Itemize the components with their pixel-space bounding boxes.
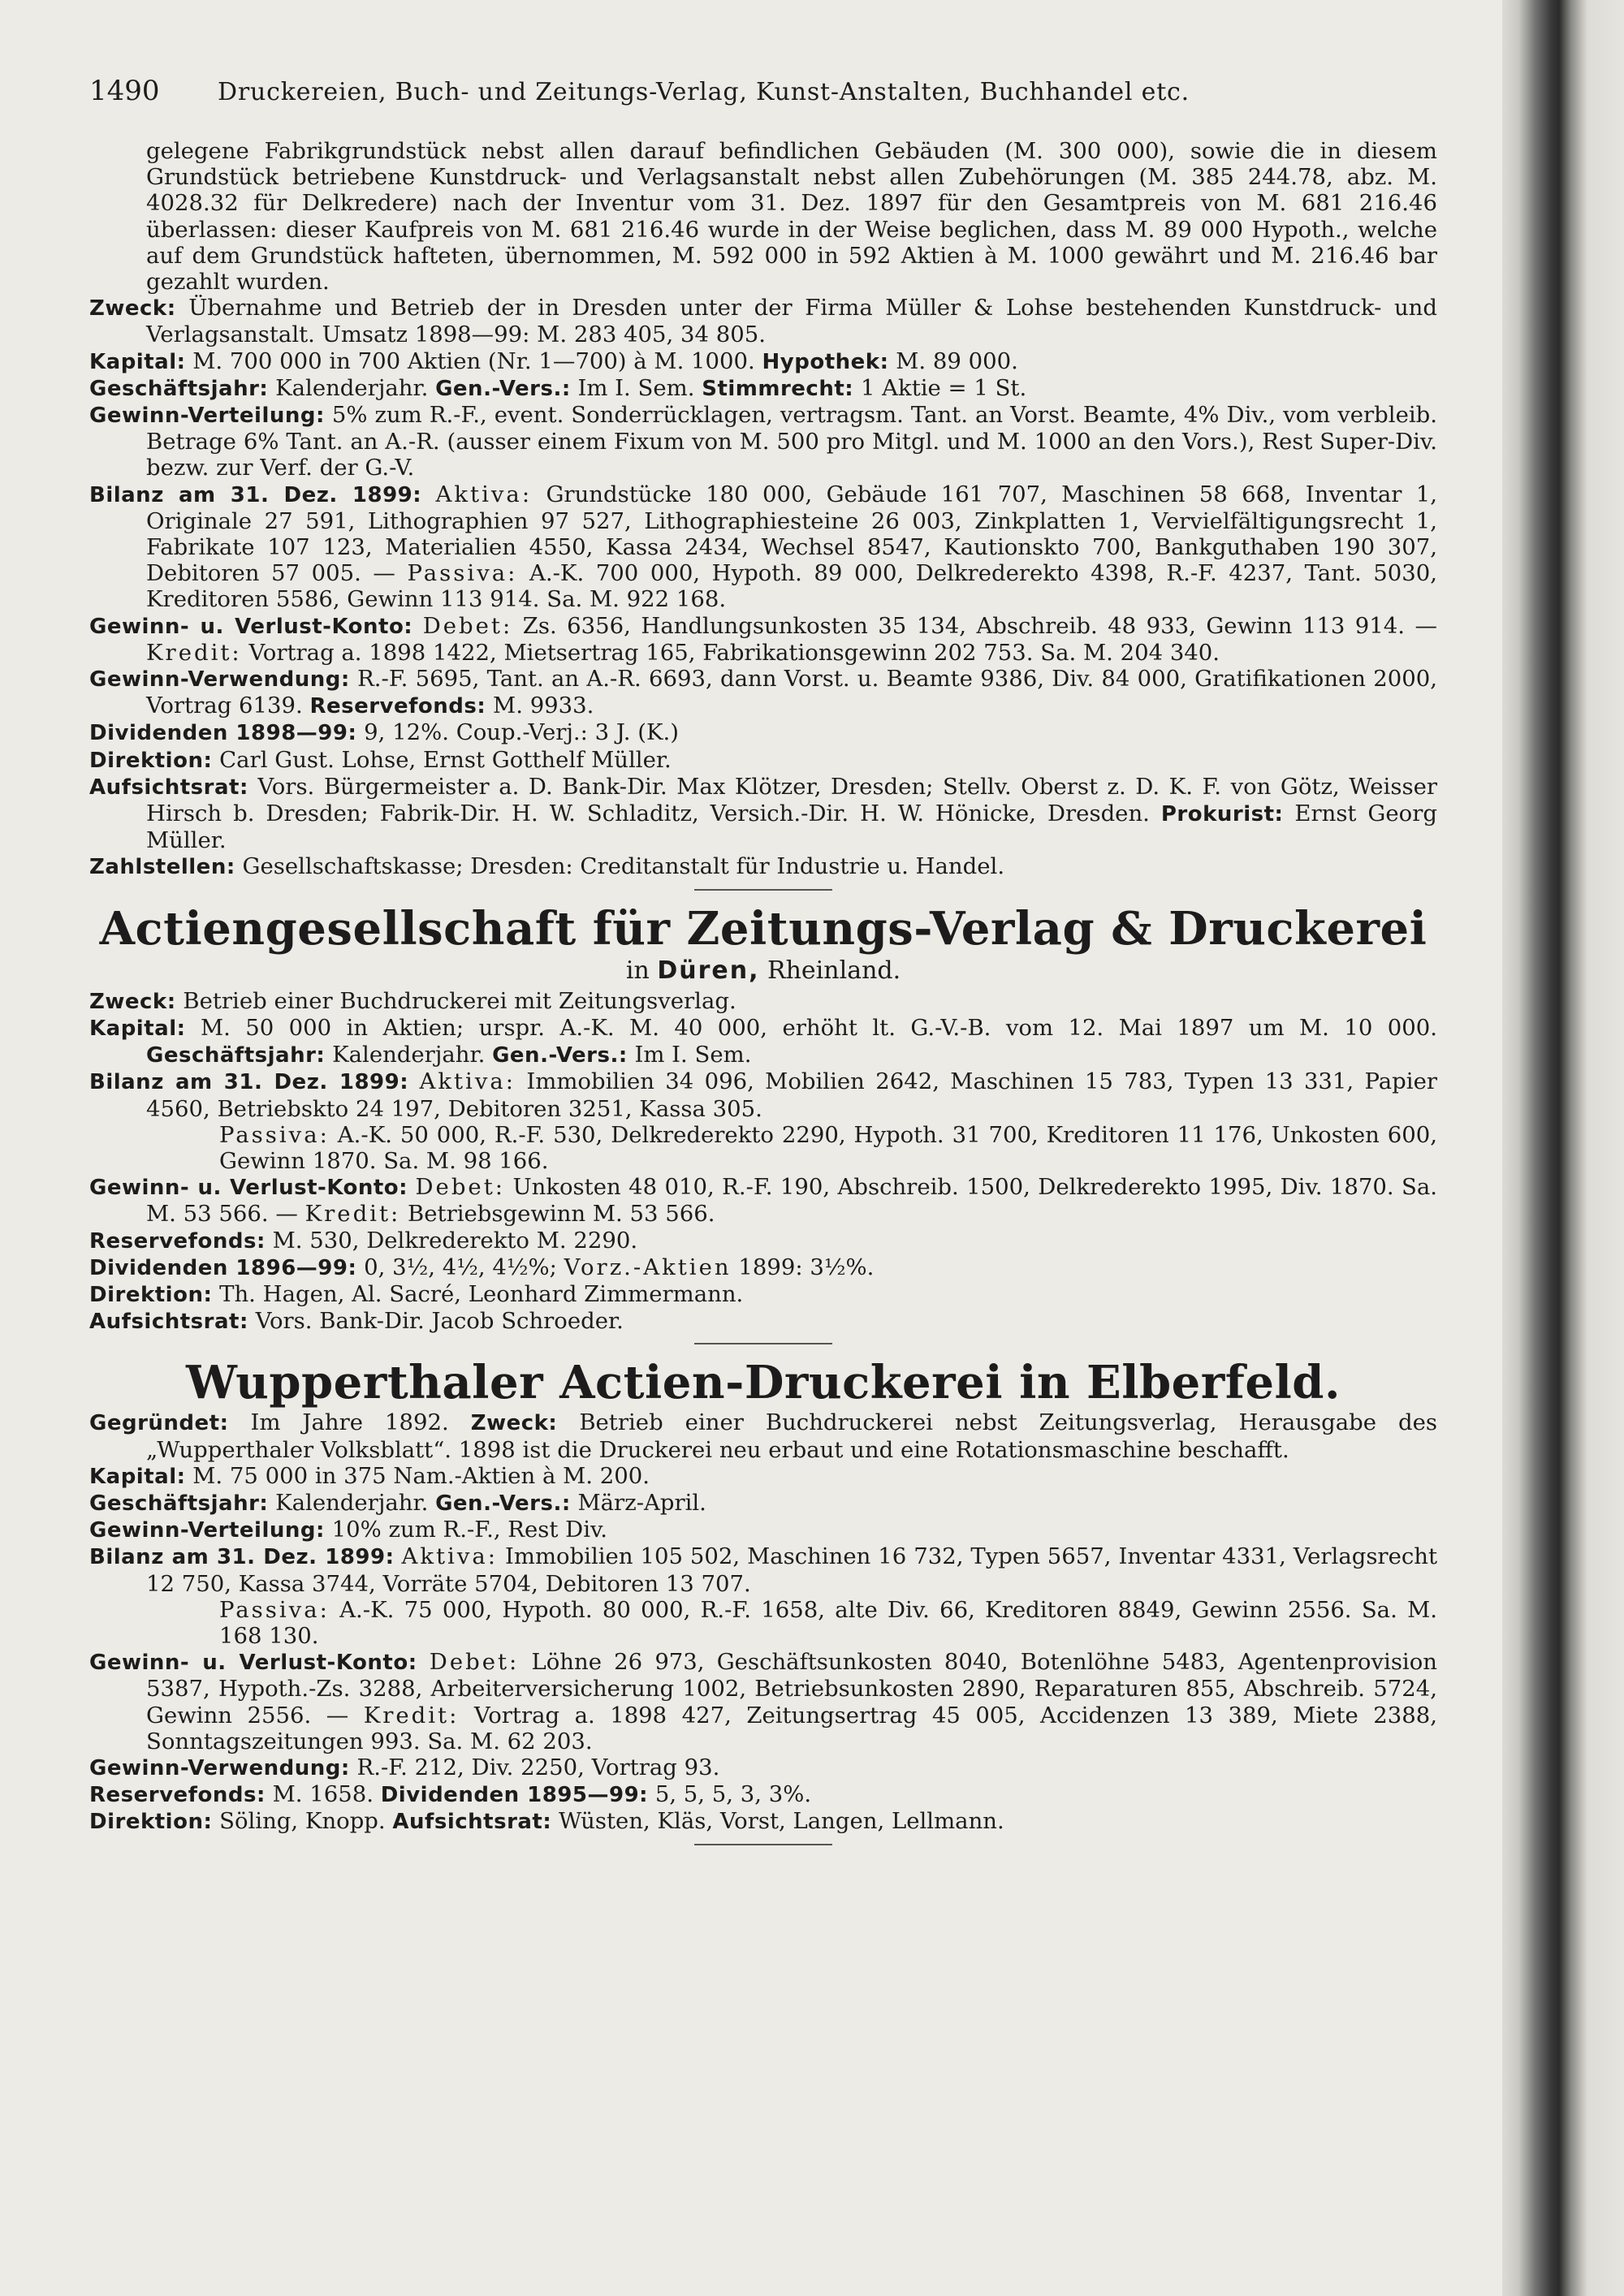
label-gewinn-verteilung: Gewinn-Verteilung: — [89, 404, 325, 429]
label-aufsichtsrat: Aufsichtsrat: — [392, 1810, 552, 1835]
entry-geschaeftsjahr — [89, 375, 1437, 402]
entry-gewinn-verteilung — [89, 402, 1437, 481]
label-aktiva: Aktiva: — [419, 1068, 516, 1095]
value-dividenden: 0, 3½, 4½, 4½%; — [364, 1254, 557, 1280]
value-debet: Unkosten 48 010, R.-F. 190, Abschreib. 1500, Delkrederekto 1995, Div. 1870. Sa. M. 53 566. — — [146, 1174, 1437, 1228]
value-aufsichtsrat: Wüsten, Kläs, Vorst, Langen, Lellmann. — [559, 1808, 1004, 1835]
section-divider — [694, 1844, 832, 1845]
intro-paragraph: gelegene Fabrikgrundstück nebst allen darauf befindlichen Gebäuden (M. 300 000), sowie die in diesem Grundstück betriebene Kunstdruck- und Verlagsanstalt nebst allen Zubehörungen (M. 385 244.78, abz. M. 4028.32 für Delkredere) nach der Inventur vom 31. Dez. 1897 für den Gesamtpreis von M. 681 216.46 überlassen: dieser Kaufpreis von M. 681 216.46 wurde in der Weise beglichen, dass M. 89 000 Hypoth., welche auf dem Grundstück hafteten, übernommen, M. 592 000 in 592 Aktien à M. 1000 gewährt und M. 216.46 bar gezahlt wurden. — [146, 138, 1437, 296]
value-kapital: M. 50 000 in Aktien; urspr. A.-K. M. 40 000, erhöht lt. G.-V.-B. vom 12. Mai 1897 um M. 10 000. — [200, 1014, 1437, 1041]
label-debet: Debet: — [429, 1649, 520, 1676]
value-dividenden: 5, 5, 5, 3, 3%. — [654, 1781, 812, 1808]
value-kredit: Vortrag a. 1898 1422, Mietsertrag 165, Fabrikationsgewinn 202 753. Sa. M. 204 340. — [248, 639, 1220, 666]
label-prokurist: Prokurist: — [1160, 802, 1284, 827]
label-gewinn-verwendung: Gewinn-Verwendung: — [89, 667, 350, 693]
label-gewinn-verwendung: Gewinn-Verwendung: — [89, 1755, 350, 1780]
entry-gewinn-verwendung — [89, 1754, 1437, 1781]
value-direktion: Th. Hagen, Al. Sacré, Leonhard Zimmermann. — [219, 1280, 744, 1307]
label-guv: Gewinn- u. Verlust-Konto: — [89, 1176, 408, 1201]
value-kredit: Vortrag a. 1898 427, Zeitungsertrag 45 005, Accidenzen 13 389, Miete 2388, Sonntagszeitungen 993. Sa. M. 62 203. — [146, 1702, 1437, 1754]
value-geschaeftsjahr: Kalenderjahr. — [275, 1489, 429, 1516]
entry-bilanz — [89, 481, 1437, 613]
label-dividenden: Dividenden 1898—99: — [89, 721, 357, 746]
label-kapital: Kapital: — [89, 1464, 186, 1489]
label-dividenden: Dividenden 1896—99: — [89, 1255, 357, 1280]
label-zweck: Zweck: — [470, 1411, 558, 1436]
label-geschaeftsjahr: Geschäftsjahr: — [146, 1043, 326, 1068]
value-zweck: Übernahme und Betrieb der in Dresden unter der Firma Müller & Lohse bestehenden Kunstdruck- und Verlagsanstalt. Umsatz 1898—99: M. 283 405, 34 805. — [146, 295, 1437, 348]
value-aktiva: Immobilien 105 502, Maschinen 16 732, Typen 5657, Inventar 4331, Verlagsrecht 12 750, Kassa 3744, Vorräte 5704, Debitoren 13 707. — [146, 1543, 1438, 1597]
entry-guv — [89, 613, 1437, 666]
section-divider — [694, 1343, 832, 1344]
value-reservefonds: M. 530, Delkrederekto M. 2290. — [272, 1227, 638, 1254]
value-hypothek: M. 89 000. — [896, 347, 1018, 374]
label-geschaeftsjahr: Geschäftsjahr: — [89, 376, 269, 401]
entry-zahlstellen — [89, 853, 1437, 880]
label-zahlstellen: Zahlstellen: — [89, 855, 235, 880]
entry-dividenden — [89, 719, 1437, 746]
label-hypothek: Hypothek: — [762, 349, 889, 374]
label-reservefonds: Reservefonds: — [309, 694, 486, 719]
label-aktiva: Aktiva: — [435, 481, 533, 507]
value-passiva: A.-K. 50 000, R.-F. 530, Delkrederekto 2290, Hypoth. 31 700, Kreditoren 11 176, Unkosten 600, Gewinn 1870. Sa. M. 98 166. — [219, 1121, 1437, 1174]
value-gen-vers: Im I. Sem. — [634, 1042, 752, 1068]
label-bilanz: Bilanz am 31. Dez. 1899: — [89, 1545, 395, 1570]
entry-kapital — [89, 1015, 1437, 1068]
value-gewinn-verwendung: R.-F. 5695, Tant. an A.-R. 6693, dann Vorst. u. Beamte 9386, Div. 84 000, Gratifikationen 2000, Vortrag 6139. — [146, 666, 1437, 719]
label-passiva: Passiva: — [219, 1596, 330, 1623]
value-kredit: Betriebsgewinn M. 53 566. — [408, 1201, 715, 1228]
entry-kapital — [89, 1463, 1437, 1490]
entry-gewinn-verteilung — [89, 1517, 1437, 1543]
value-gen-vers: März-April. — [577, 1489, 706, 1516]
entry-bilanz — [89, 1543, 1437, 1596]
value-gen-vers: Im I. Sem. — [577, 374, 695, 401]
value-prokurist: Ernst Georg Müller. — [146, 801, 1437, 854]
label-gewinn-verteilung: Gewinn-Verteilung: — [89, 1518, 325, 1543]
label-kredit: Kredit: — [304, 1201, 401, 1228]
label-debet: Debet: — [422, 612, 513, 639]
label-gen-vers: Gen.-Vers.: — [435, 1491, 571, 1516]
value-vorz-aktien: 1899: 3½%. — [738, 1254, 875, 1280]
label-stimmrecht: Stimmrecht: — [702, 376, 854, 401]
value-kapital: M. 75 000 in 375 Nam.-Aktien à M. 200. — [192, 1462, 650, 1489]
label-zweck: Zweck: — [89, 296, 176, 322]
label-aktiva: Aktiva: — [401, 1543, 499, 1570]
value-zweck: Betrieb einer Buchdruckerei nebst Zeitungsverlag, Herausgabe des „Wupperthaler Volksblatt“. 1898 ist die Druckerei neu erbaut und eine Rotationsmaschine beschafft. — [146, 1409, 1437, 1463]
value-kapital: M. 700 000 in 700 Aktien (Nr. 1—700) à M. 1000. — [192, 347, 755, 374]
entry-guv — [89, 1649, 1437, 1754]
value-geschaeftsjahr: Kalenderjahr. — [332, 1042, 486, 1068]
label-bilanz: Bilanz am 31. Dez. 1899: — [89, 1070, 409, 1095]
entry-direktion — [89, 1281, 1437, 1308]
label-gegruendet: Gegründet: — [89, 1411, 229, 1436]
label-gen-vers: Gen.-Vers.: — [435, 376, 571, 401]
label-guv: Gewinn- u. Verlust-Konto: — [89, 1651, 417, 1676]
entry-zweck — [89, 295, 1437, 347]
section-dueren — [89, 902, 1437, 1336]
entry-bilanz — [89, 1068, 1437, 1121]
label-zweck: Zweck: — [89, 989, 176, 1014]
label-debet: Debet: — [415, 1174, 506, 1201]
location-prefix: in — [625, 956, 650, 985]
entry-geschaeftsjahr — [89, 1490, 1437, 1517]
value-dividenden: 9, 12%. Coup.-Verj.: 3 J. (K.) — [364, 719, 680, 746]
location-city: Düren, — [657, 956, 760, 985]
label-geschaeftsjahr: Geschäftsjahr: — [89, 1491, 269, 1516]
section-elberfeld — [89, 1356, 1437, 1835]
label-kredit: Kredit: — [363, 1702, 460, 1728]
entry-bilanz-passiva — [89, 1597, 1437, 1649]
value-debet: Zs. 6356, Handlungsunkosten 35 134, Abschreib. 48 933, Gewinn 113 914. — — [522, 612, 1437, 639]
running-title: Druckereien, Buch- und Zeitungs-Verlag, Kunst-Anstalten, Buchhandel etc. — [218, 78, 1190, 106]
label-gen-vers: Gen.-Vers.: — [492, 1043, 628, 1068]
value-aufsichtsrat: Vors. Bank-Dir. Jacob Schroeder. — [255, 1308, 624, 1335]
value-gewinn-verwendung: R.-F. 212, Div. 2250, Vortrag 93. — [356, 1754, 720, 1780]
label-direktion: Direktion: — [89, 1810, 213, 1835]
value-debet: Löhne 26 973, Geschäftsunkosten 8040, Botenlöhne 5483, Agentenprovision 5387, Hypoth.-Zs. 3288, Arbeiterversicherung 1002, Betriebsunkosten 2890, Reparaturen 855, Abschreib. 5724, Gewinn 2556. — — [146, 1649, 1437, 1728]
location-region: Rheinland. — [767, 956, 901, 985]
page — [89, 71, 1437, 1857]
value-geschaeftsjahr: Kalenderjahr. — [275, 374, 429, 401]
section-mueller-lohse — [89, 138, 1437, 881]
entry-direktion — [89, 747, 1437, 774]
value-passiva: A.-K. 700 000, Hypoth. 89 000, Delkrederekto 4398, R.-F. 4237, Tant. 5030, Kreditoren 5586, Gewinn 113 914. Sa. M. 922 168. — [146, 560, 1438, 613]
value-stimmrecht: 1 Aktie = 1 St. — [860, 374, 1027, 401]
label-aufsichtsrat: Aufsichtsrat: — [89, 1310, 248, 1335]
entry-direktion — [89, 1808, 1437, 1835]
value-gegruendet: Im Jahre 1892. — [250, 1409, 449, 1436]
value-zahlstellen: Gesellschaftskasse; Dresden: Creditanstalt für Industrie u. Handel. — [242, 853, 1005, 880]
value-aufsichtsrat: Vors. Bürgermeister a. D. Bank-Dir. Max Klötzer, Dresden; Stellv. Oberst z. D. K. F. von Götz, Weisser Hirsch b. Dresden; Fabrik-Dir. H. W. Schladitz, Versich.-Dir. H. W. Hönicke, Dresden. — [146, 773, 1437, 827]
value-aktiva: Grundstücke 180 000, Gebäude 161 707, Maschinen 58 668, Inventar 1, Originale 27 591, Lithographien 97 527, Lithographiesteine 26 003, Zinkplatten 1, Vervielfältigungsrecht 1, Fabrikate 107 123, Materialien 4550, Kassa 2434, Wechsel 8547, Kautionskto 700, Bankguthaben 190 307, Debitoren 57 005. — — [146, 481, 1437, 587]
entry-bilanz-passiva — [89, 1122, 1437, 1174]
page-header — [89, 71, 1437, 138]
entry-gegruendet — [89, 1409, 1437, 1462]
value-passiva: A.-K. 75 000, Hypoth. 80 000, R.-F. 1658, alte Div. 66, Kreditoren 8849, Gewinn 2556. Sa. M. 168 130. — [219, 1596, 1437, 1649]
entry-guv — [89, 1174, 1437, 1227]
book-spine-shadow — [1502, 0, 1624, 2296]
value-gewinn-verteilung: 10% zum R.-F., Rest Div. — [331, 1517, 608, 1543]
section-divider — [694, 889, 832, 891]
entry-reservefonds — [89, 1781, 1437, 1808]
label-direktion: Direktion: — [89, 748, 213, 773]
label-passiva: Passiva: — [407, 560, 518, 587]
company-title: Actiengesellschaft für Zeitungs-Verlag & Druckerei — [99, 901, 1427, 956]
label-kredit: Kredit: — [146, 639, 242, 666]
entry-aufsichtsrat — [89, 1308, 1437, 1335]
label-reservefonds: Reservefonds: — [89, 1783, 266, 1808]
label-passiva: Passiva: — [219, 1121, 330, 1148]
value-aktiva: Immobilien 34 096, Mobilien 2642, Maschinen 15 783, Typen 13 331, Papier 4560, Betriebskto 24 197, Debitoren 3251, Kassa 305. — [146, 1068, 1437, 1122]
label-bilanz: Bilanz am 31. Dez. 1899: — [89, 482, 422, 507]
value-direktion: Carl Gust. Lohse, Ernst Gotthelf Müller. — [219, 746, 672, 773]
label-vorz-aktien: Vorz.-Aktien — [564, 1254, 732, 1280]
label-reservefonds: Reservefonds: — [89, 1228, 266, 1254]
value-reservefonds: M. 9933. — [493, 693, 594, 719]
value-gewinn-verteilung: 5% zum R.-F., event. Sonderrücklagen, vertragsm. Tant. an Vorst. Beamte, 4% Div., vom verbleib. Betrage 6% Tant. an A.-R. (ausser einem Fixum von M. 500 pro Mitgl. und M. 1000 an den Vors.), Rest Super-Div. bezw. zur Verf. der G.-V. — [146, 402, 1437, 481]
entry-kapital — [89, 348, 1437, 375]
value-direktion: Söling, Knopp. — [219, 1808, 386, 1835]
label-aufsichtsrat: Aufsichtsrat: — [89, 775, 248, 800]
entry-reservefonds — [89, 1228, 1437, 1254]
value-reservefonds: M. 1658. — [272, 1781, 374, 1808]
entry-gewinn-verwendung — [89, 666, 1437, 719]
page-number: 1490 — [89, 75, 160, 107]
value-zweck: Betrieb einer Buchdruckerei mit Zeitungsverlag. — [183, 987, 736, 1014]
entry-zweck — [89, 988, 1437, 1015]
label-direktion: Direktion: — [89, 1282, 213, 1307]
label-kapital: Kapital: — [89, 1016, 186, 1041]
label-dividenden: Dividenden 1895—99: — [380, 1783, 649, 1808]
label-guv: Gewinn- u. Verlust-Konto: — [89, 614, 413, 639]
entry-dividenden — [89, 1254, 1437, 1281]
company-location — [89, 956, 1437, 986]
label-kapital: Kapital: — [89, 349, 186, 374]
company-title: Wupperthaler Actien-Druckerei in Elberfeld. — [186, 1356, 1341, 1410]
entry-aufsichtsrat — [89, 774, 1437, 854]
